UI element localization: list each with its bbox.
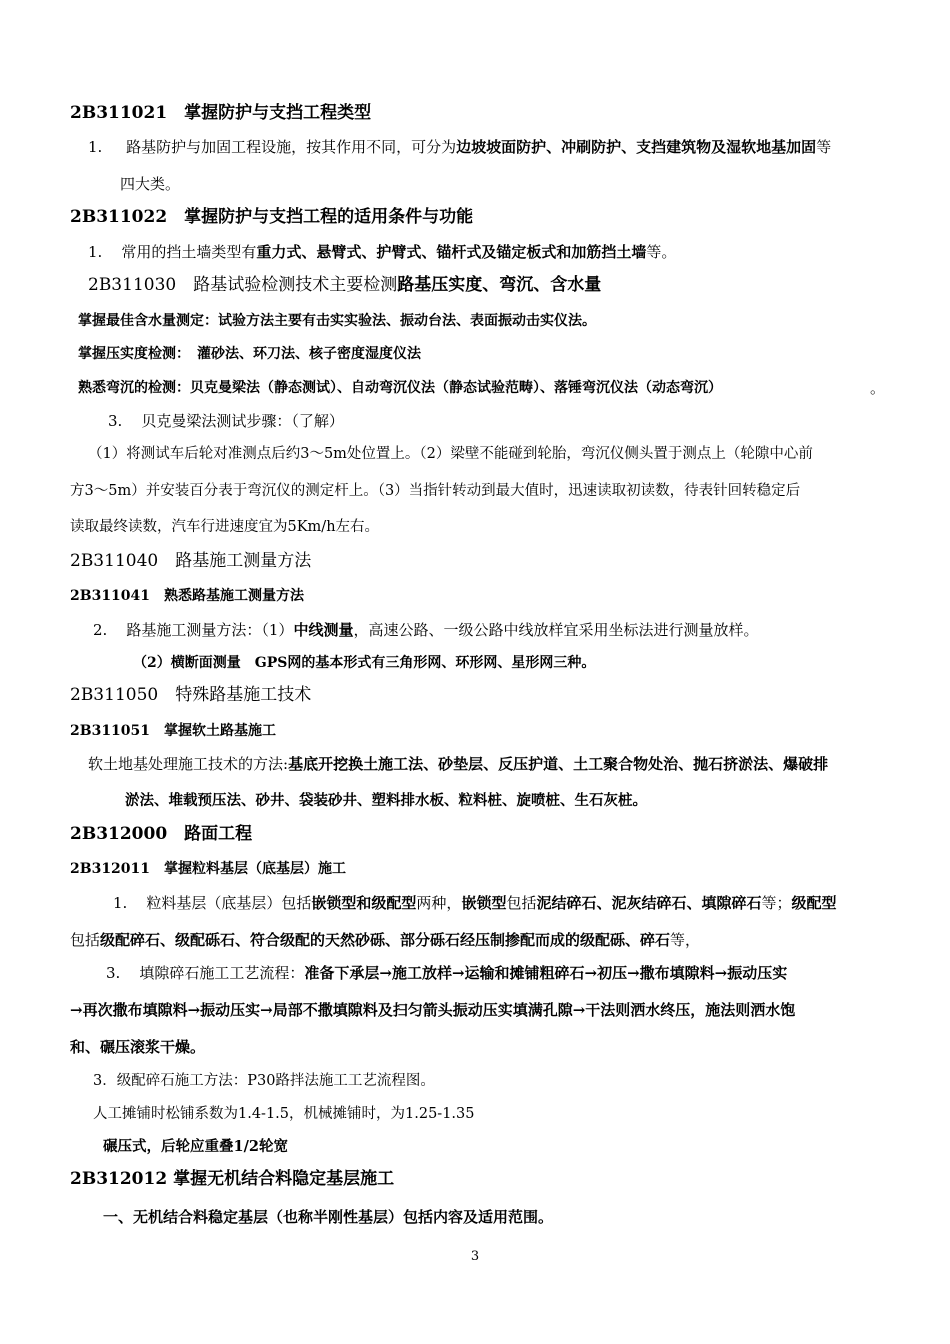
text: 等；	[761, 894, 792, 912]
paragraph-line: 方3～5m）并安装百分表于弯沉仪的测定杆上。（3）当指针转动到最大值时，迅速读取初读数，待表针回转稳定后	[70, 483, 801, 499]
page-number: 3	[470, 1249, 480, 1264]
section-heading: 2B311021 掌握防护与支挡工程类型	[70, 103, 372, 123]
punctuation: 。	[870, 379, 886, 397]
paragraph-line	[106, 963, 787, 983]
heading-text: 2B311030 路基试验检测技术主要检测	[88, 275, 398, 295]
section-heading	[88, 275, 601, 295]
paragraph-line	[93, 620, 758, 640]
paragraph-line: →再次撒布填隙料→振动压实→局部不撒填隙料及扫匀箭头振动压实填满孔隙→干法则洒水终压，施法则洒水饱	[70, 1001, 796, 1019]
paragraph-line	[133, 653, 595, 673]
text: 贝克曼梁法测试步骤：（了解）	[141, 412, 344, 430]
paragraph-line: 人工摊铺时松铺系数为1.4-1.5，机械摊铺时，为1.25-1.35	[93, 1106, 475, 1122]
bold-text: 中线测量	[293, 621, 354, 639]
text: 等。	[646, 243, 677, 261]
paragraph-line	[88, 242, 676, 262]
paragraph-line: 碾压式，后轮应重叠1/2轮宽	[103, 1138, 288, 1155]
text: 两种，	[416, 894, 462, 912]
bold-text: 边坡坡面防护、冲刷防护、支挡建筑物及湿软地基加固	[456, 138, 817, 156]
paragraph-line: 掌握压实度检测： 灌砂法、环刀法、核子密度湿度仪法	[78, 346, 421, 362]
section-heading: 2B312012 掌握无机结合料隐定基层施工	[70, 1169, 395, 1189]
section-heading: 2B311040 路基施工测量方法	[70, 551, 312, 571]
paragraph-line	[88, 754, 828, 774]
text: 等	[816, 138, 832, 156]
list-number: 3.	[106, 964, 121, 982]
subsection-heading: 2B311051 掌握软土路基施工	[70, 723, 277, 739]
section-heading: 2B311022 掌握防护与支挡工程的适用条件与功能	[70, 207, 474, 227]
subsection-heading: 2B311041 熟悉路基施工测量方法	[70, 588, 305, 604]
paragraph-line: 和、碾压滚浆干燥。	[70, 1038, 206, 1056]
paragraph-line: 一、无机结合料稳定基层（也称半刚性基层）包括内容及适用范围。	[103, 1208, 554, 1226]
text: 路基防护与加固工程设施，按其作用不同，可分为	[126, 138, 457, 156]
text: 常用的挡土墙类型有	[121, 243, 257, 261]
text: 粒料基层（底基层）包括	[146, 894, 312, 912]
subsection-heading: 2B312011 掌握粒料基层（底基层）施工	[70, 861, 347, 877]
paragraph-line	[70, 930, 700, 950]
text: 包括	[70, 931, 101, 949]
paragraph-line: 3．级配碎石施工方法：P30路拌法施工工艺流程图。	[93, 1073, 435, 1089]
text: 路基施工测量方法：（1）	[126, 621, 294, 639]
paragraph-line	[113, 893, 837, 913]
list-number: 3.	[108, 412, 123, 430]
bold-text: 泥结碎石、泥灰结碎石、填隙碎石	[536, 894, 762, 912]
paragraph-line: 读取最终读数，汽车行进速度宜为5Km/h左右。	[70, 519, 380, 535]
text: 包括	[506, 894, 537, 912]
text: 软土地基处理施工技术的方法:	[88, 755, 289, 773]
text: GPS网的基本形式有三角形网、环形网、星形网三种。	[240, 655, 596, 671]
list-number: 1.	[113, 894, 128, 912]
paragraph-line	[108, 411, 344, 431]
paragraph-line: 掌握最佳含水量测定：试验方法主要有击实实验法、振动台法、表面振动击实仪法。	[78, 313, 596, 329]
text: （2）	[133, 655, 171, 671]
text: ，高速公路、一级公路中线放样宜采用坐标法进行测量放样。	[353, 621, 759, 639]
list-number: 2.	[93, 621, 108, 639]
bold-text: 基底开挖换土施工法、砂垫层、反压护道、土工聚合物处治、抛石挤淤法、爆破排	[288, 755, 829, 773]
paragraph-line: 淤法、堆载预压法、砂井、袋装砂井、塑料排水板、粒料桩、旋喷桩、生石灰桩。	[125, 792, 647, 809]
text: 等，	[670, 931, 701, 949]
bold-text: 级配型	[791, 894, 837, 912]
paragraph-line: （1）将测试车后轮对准测点后约3～5m处位置上。（2）梁壁不能碰到轮胎，弯沉仪侧头置于测点上（轮隙中心前	[88, 446, 813, 462]
bold-text: 重力式、悬臂式、护臂式、锚杆式及锚定板式和加筋挡土墙	[256, 243, 647, 261]
list-number: 1.	[88, 138, 103, 156]
list-number: 1.	[88, 243, 103, 261]
paragraph-line: 四大类。	[120, 175, 181, 193]
section-heading: 2B312000 路面工程	[70, 824, 253, 844]
bold-text: 准备下承层→施工放样→运输和摊铺粗碎石→初压→撒布填隙料→振动压实	[304, 964, 788, 982]
bold-text: 级配碎石、级配砾石、符合级配的天然砂砾、部分砾石经压制掺配而成的级配砾、碎石	[100, 931, 671, 949]
bold-text: 嵌锁型和级配型	[311, 894, 417, 912]
heading-bold-text: 路基压实度、弯沉、含水量	[397, 275, 602, 295]
section-heading: 2B311050 特殊路基施工技术	[70, 685, 312, 705]
bold-text: 横断面测量	[170, 655, 241, 671]
text: 填隙碎石施工工艺流程：	[139, 964, 305, 982]
paragraph-line: 熟悉弯沉的检测：贝克曼梁法（静态测试）、自动弯沉仪法（静态试验范畴）、落锤弯沉仪法（动态弯沉）	[78, 380, 722, 396]
paragraph-line	[88, 137, 831, 157]
bold-text: 嵌锁型	[461, 894, 507, 912]
